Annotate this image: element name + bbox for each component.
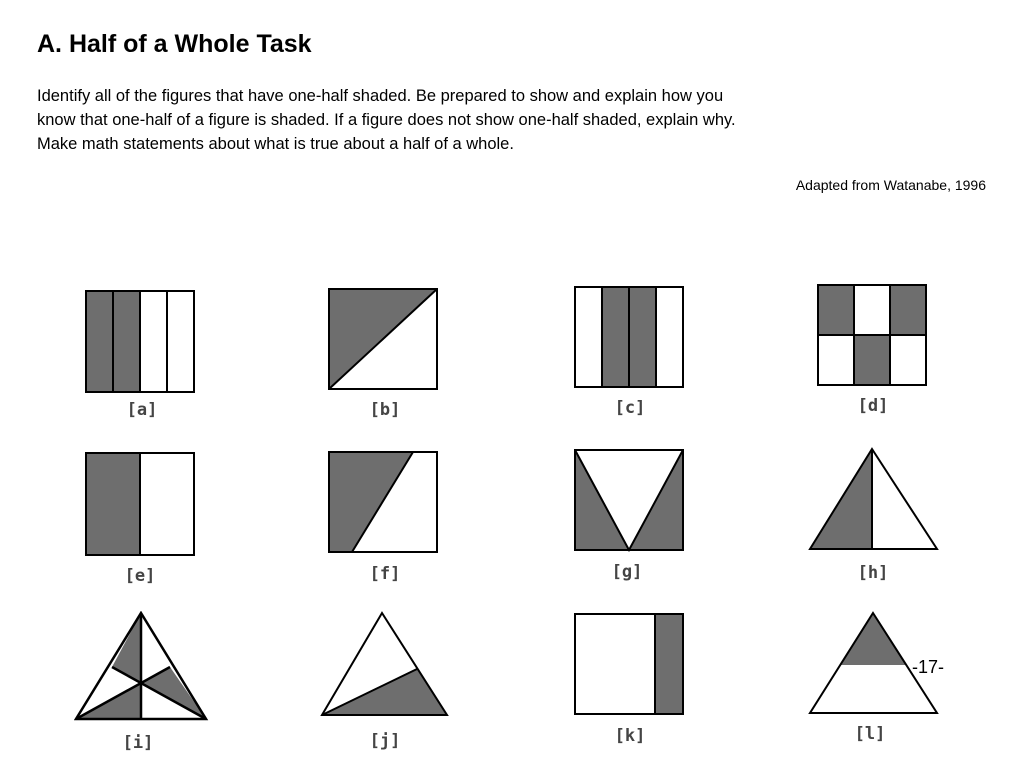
figure-i xyxy=(74,611,210,723)
instructions-line-2: know that one-half of a figure is shaded. If a figure does not show one-half shaded, explain why. xyxy=(37,111,736,129)
page-number: -17- xyxy=(912,657,945,677)
figure-k xyxy=(574,613,686,717)
figure-b xyxy=(328,288,440,392)
figure-j-label: [j] xyxy=(369,731,401,751)
figure-a-label: [a] xyxy=(126,400,158,420)
figure-h-label: [h] xyxy=(857,563,889,583)
figure-a xyxy=(85,290,197,394)
figure-g-label: [g] xyxy=(611,562,643,582)
figure-h xyxy=(808,447,940,553)
figure-i-label: [i] xyxy=(122,733,154,753)
figure-f xyxy=(328,451,440,555)
figure-b-label: [b] xyxy=(369,400,401,420)
figure-e xyxy=(85,452,197,558)
figure-c xyxy=(574,286,686,390)
figure-c-label: [c] xyxy=(614,398,646,418)
figure-f-label: [f] xyxy=(369,564,401,584)
figure-l-label: [l] xyxy=(854,724,886,744)
source-credit: Adapted from Watanabe, 1996 xyxy=(795,177,986,193)
figure-g xyxy=(574,449,686,553)
figure-k-label: [k] xyxy=(614,726,646,746)
figure-e-label: [e] xyxy=(124,566,156,586)
page-title: A. Half of a Whole Task xyxy=(37,30,312,58)
instructions-paragraph xyxy=(37,84,997,156)
figure-d xyxy=(817,284,929,388)
figure-d-label: [d] xyxy=(857,396,889,416)
instructions-line-3: Make math statements about what is true about a half of a whole. xyxy=(37,135,514,153)
figure-j xyxy=(320,611,450,719)
instructions-line-1: Identify all of the figures that have one-half shaded. Be prepared to show and explain how you xyxy=(37,87,724,105)
